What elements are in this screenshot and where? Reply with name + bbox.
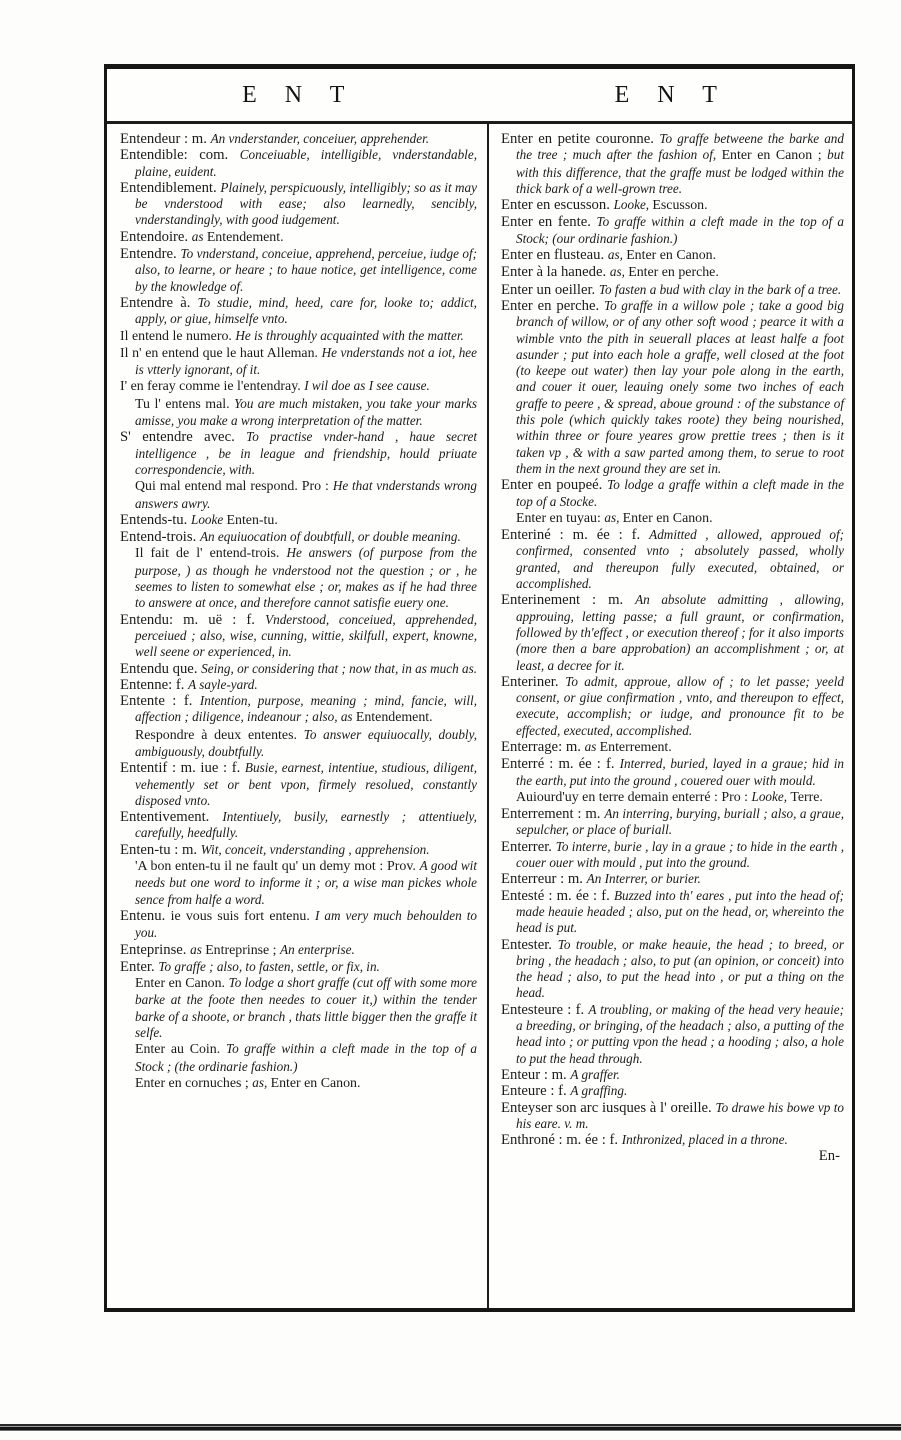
headword: Enter en petite couronne. <box>501 131 660 147</box>
definition-text: but with this difference, that the graffe must be lodged within the thick bark of a well-grown tree. <box>516 147 844 196</box>
french-text: Enter en Canon. <box>622 510 713 526</box>
french-text: Enter en cornuches ; <box>135 1075 253 1091</box>
french-text: Enten-tu. <box>226 512 278 528</box>
definition-text: A sayle-yard. <box>188 676 258 692</box>
french-text: Il entend le numero. <box>120 328 236 344</box>
dictionary-entry <box>501 1067 844 1083</box>
dictionary-entry <box>501 298 844 477</box>
headword: Enten-tu : m. <box>120 841 201 858</box>
headword: Enterreur : m. <box>501 871 587 888</box>
dictionary-entry <box>501 131 844 197</box>
left-column <box>107 124 489 1308</box>
running-head <box>107 69 852 124</box>
french-text: ie vous suis fort entenu. <box>170 908 315 924</box>
definition-text: Conceiuable, intelligible, vnderstandable, plaine, euident. <box>135 147 477 179</box>
french-text: Terre. <box>790 789 823 805</box>
definition-text: He is throughly acquainted with the matter. <box>235 327 464 343</box>
definition-text: as, <box>609 264 629 280</box>
dictionary-entry <box>120 180 477 229</box>
dictionary-entry <box>501 674 844 739</box>
dictionary-entry <box>120 1075 477 1092</box>
headword: Entesté : m. ée : f. <box>501 887 614 904</box>
definition-text: To graffe betweene the barke and the tree ; much after the fashion of, <box>516 131 844 163</box>
definition-text: To fasten a bud with clay in the bark of a tree. <box>598 281 842 297</box>
definition-text: Plainely, perspicuously, intelligibly; so as it may be vnderstood with ease; also learnedly, sencibly, vnderstandingly, with good iudgement. <box>135 179 478 228</box>
french-text: Enter en Canon. <box>626 248 717 264</box>
definition-text: To interre, burie , lay in a graue ; to hide in the earth , couer ouer with mould , put into the ground. <box>516 838 845 871</box>
dictionary-entry <box>501 264 844 281</box>
definition-text: A good wit needs but one word to informe it ; or, a wise man pickes whole sence from halfe a word. <box>135 858 477 907</box>
dictionary-entry <box>120 693 477 727</box>
dictionary-entry <box>501 789 844 806</box>
french-text: Enterrement. <box>599 739 672 755</box>
french-text: Enter en perche. <box>628 265 719 281</box>
french-text: 'A bon enten-tu il ne fault qu' un demy mot : Prov. <box>135 859 420 875</box>
french-text: Auiourd'uy en terre demain enterré : Pro : <box>516 789 752 805</box>
page-frame <box>104 64 855 1312</box>
french-text: Il n' en entend que le haut Alleman. <box>120 345 322 361</box>
definition-text: To admit, approue, allow of ; to let passe; yeeld consent, or giue confirmation , vnto, and thereupon to effect, execute, accomplish; or iudge, and pronounce fit to be effected, executed, accomplished. <box>516 673 844 738</box>
definition-text: A graffing. <box>570 1083 628 1099</box>
definition-text: A troubling, or making of the head very heauie; a breeding, or bringing, of the headach ; also, a putting of the head into ; or putting vpon the head ; a hooding ; also, a hole to put the head through. <box>516 1001 844 1066</box>
dictionary-entry <box>120 529 477 545</box>
dictionary-entry <box>120 295 477 328</box>
definition-text: You are much mistaken, you take your marks amisse, you make a wrong interpretation of the matter. <box>135 395 477 429</box>
dictionary-entry <box>120 661 477 677</box>
dictionary-entry <box>501 592 844 673</box>
definition-text: To vnderstand, conceiue, apprehend, perceiue, iudge of; also, to learne, or heare ; to haue notice, get intelligence, come by the knowledge of. <box>135 246 477 294</box>
definition-text: An enterprise. <box>280 941 355 957</box>
dictionary-entry <box>120 959 477 975</box>
dictionary-entry <box>120 809 477 842</box>
catchword: En- <box>818 1148 840 1165</box>
dictionary-entry <box>120 328 477 345</box>
headword: Entente : f. <box>120 693 200 710</box>
definition-text: An interring, burying, buriall ; also, a graue, sepulcher, or place of buriall. <box>516 806 844 838</box>
definition-text: as <box>584 738 600 754</box>
definition-text: To practise vnder-hand , haue secret intelligence , be in league and friendship, hould priuate correspondencie, with. <box>135 429 477 477</box>
definition-text: A graffer. <box>570 1066 620 1082</box>
headword: Enterrement : m. <box>501 806 605 823</box>
headword: Entends-tu. <box>120 511 191 528</box>
definition-text: as, <box>252 1074 271 1090</box>
french-text: Enter en Canon ; <box>721 148 828 164</box>
definition-text: An absolute admitting , allowing, approuing, letting passe; a full graunt, or confirmation, followed by th'effect , or execution thereof ; for it also imports (more then a bare approbation) an accomplishment ; or, at least, a decree for it. <box>516 592 844 673</box>
definition-text: Inthronized, placed in a throne. <box>621 1132 788 1148</box>
headword: Entendu: m. uë : f. <box>120 611 266 628</box>
definition-text: as, <box>607 247 627 263</box>
dictionary-entry <box>501 1083 844 1099</box>
dictionary-entry <box>120 378 477 395</box>
definition-text: He answers (of purpose from the purpose, ) as though he vnderstood not the question ; or , he seemes to listen to somewhat else ; or, makes as if he had three to answere at once, and therefore cannot satisfie euery one. <box>135 545 477 611</box>
french-text: Enter au Coin. <box>135 1042 226 1058</box>
headword: Enterrage: m. <box>501 738 585 755</box>
dictionary-entry <box>120 908 477 942</box>
definition-text: To graffe within a cleft made in the top of a Stock; (our ordinarie fashion.) <box>516 214 844 246</box>
headword: Enter. <box>120 958 159 975</box>
dictionary-entry <box>120 131 477 147</box>
definition-text: Looke, <box>613 197 653 213</box>
definition-text: Intention, purpose, meaning ; mind, fancie, will, affection ; diligence, indeanour ; also, as <box>135 693 477 725</box>
french-text: Entendement. <box>206 229 284 245</box>
definition-text: He vnderstands not a iot, hee is vtterly ignorant, of it. <box>135 344 478 378</box>
headword: Enterré : m. ée : f. <box>501 756 620 773</box>
headword: Entendre à. <box>120 294 198 311</box>
french-text: Qui mal entend mal respond. Pro : <box>135 479 333 495</box>
dictionary-entry <box>501 888 844 937</box>
headword: Enter en escusson. <box>501 197 614 214</box>
french-text: Il fait de l' entend-trois. <box>135 546 287 562</box>
definition-text: I wil doe as I see cause. <box>304 378 430 394</box>
headword: Enterinement : m. <box>501 592 636 609</box>
dictionary-entry <box>120 612 477 661</box>
text-columns <box>107 124 852 1308</box>
dictionary-entry <box>120 842 477 858</box>
definition-text: Vnderstood, conceiued, apprehended, perceiued ; also, wise, cunning, wittie, skilfull, expert, knowne, well seene or experienced, in. <box>135 611 477 660</box>
definition-text: Interred, buried, layed in a graue; hid in the earth, put into the ground , couered ouer with mould. <box>516 756 844 788</box>
dictionary-entry <box>501 871 844 887</box>
dictionary-entry <box>120 429 477 478</box>
dictionary-entry <box>120 345 477 379</box>
definition-text: Seing, or considering that ; now that, in as much as. <box>201 660 478 676</box>
dictionary-entry <box>120 246 477 295</box>
french-text: Escusson. <box>652 198 708 214</box>
dictionary-entry <box>120 975 477 1041</box>
dictionary-entry <box>120 147 477 180</box>
definition-text: An vnderstander, conceiuer, apprehender. <box>210 131 430 146</box>
running-head-right: E N T <box>614 81 728 108</box>
dictionary-entry <box>120 396 477 430</box>
french-text: Entendement. <box>355 710 433 726</box>
dictionary-entry <box>120 858 477 908</box>
definition-text: To studie, mind, heed, care for, looke to; addict, apply, or giue, himselfe vnto. <box>135 294 477 327</box>
headword: Enter un oeiller. <box>501 281 599 298</box>
dictionary-entry <box>501 527 844 592</box>
page-bottom-edge <box>0 1424 901 1433</box>
french-text: Enter en Canon. <box>135 976 229 992</box>
headword: Entend-trois. <box>120 529 200 546</box>
headword: Entendiblement. <box>120 179 221 196</box>
dictionary-entry <box>501 806 844 839</box>
dictionary-entry <box>120 478 477 512</box>
dictionary-entry <box>120 229 477 246</box>
definition-text: To drawe his bowe vp to his eare. v. m. <box>516 1099 844 1131</box>
dictionary-entry <box>501 510 844 527</box>
dictionary-entry <box>501 756 844 789</box>
dictionary-entry <box>501 477 844 510</box>
definition-text: He that vnderstands wrong answers awry. <box>135 478 477 511</box>
dictionary-entry <box>120 727 477 761</box>
dictionary-entry <box>501 282 844 298</box>
definition-text: I am very much behoulden to you. <box>135 907 477 941</box>
dictionary-entry <box>120 760 477 809</box>
definition-text: Wit, conceit, vnderstanding , apprehension. <box>200 841 430 857</box>
headword: Entendible: com. <box>120 147 240 164</box>
definition-text: Looke, <box>751 788 791 804</box>
definition-text: Admitted , allowed, approued of; confirmed, consented vnto ; absolutely passed, wholly granted, and thereupon fully executed, obtained, or accomplished. <box>516 527 844 592</box>
headword: Entester. <box>501 936 558 953</box>
dictionary-entry <box>501 214 844 247</box>
dictionary-entry <box>501 1100 844 1133</box>
right-column <box>489 124 852 1308</box>
headword: Entendeur : m. <box>120 131 211 147</box>
headword: Ententivement. <box>120 809 223 826</box>
dictionary-entry <box>501 937 844 1002</box>
dictionary-entry <box>501 1002 844 1067</box>
definition-text: To graffe within a cleft made in the top of a Stock ; (the ordinarie fashion.) <box>135 1041 477 1074</box>
dictionary-entry <box>120 512 477 529</box>
french-text: Enter en tuyau: <box>516 510 605 526</box>
dictionary-entry <box>501 739 844 756</box>
headword: Enter en flusteau. <box>501 247 608 264</box>
definition-text: as <box>191 228 207 244</box>
dictionary-entry <box>120 1041 477 1075</box>
right-column-entries <box>501 131 844 1148</box>
dictionary-entry <box>501 1132 844 1148</box>
headword: Enteriné : m. ée : f. <box>501 527 650 544</box>
headword: Enthroné : m. ée : f. <box>501 1132 622 1149</box>
headword: Entenne: f. <box>120 676 189 693</box>
french-text: I' en feray comme ie l'entendray. <box>120 379 305 395</box>
headword: Enter à la hanede. <box>501 264 610 281</box>
dictionary-entry <box>120 545 477 611</box>
headword: Entendre. <box>120 246 181 263</box>
dictionary-entry <box>501 839 844 872</box>
headword: Enteriner. <box>501 673 566 690</box>
french-text: Tu l' entens mal. <box>135 396 235 412</box>
headword: Enter en perche. <box>501 297 605 314</box>
definition-text: An equiuocation of doubtfull, or double meaning. <box>199 529 461 545</box>
french-text: Respondre à deux ententes. <box>135 727 304 743</box>
headword: Ententif : m. iue : f. <box>120 760 245 777</box>
headword: Enterrer. <box>501 838 556 855</box>
definition-text: To lodge a short graffe (cut off with some more barke at the foote then needes to couer it,) within the tender barke of a shoote, or branch , thats little bigger then the graffe it selfe. <box>135 975 477 1041</box>
headword: Entendoire. <box>120 228 192 245</box>
definition-text: Intentiuely, busily, earnestly ; attentiuely, carefully, heedfully. <box>135 809 477 841</box>
definition-text: To lodge a graffe within a cleft made in the top of a Stocke. <box>516 477 844 509</box>
definition-text: To answer equiuocally, doubly, ambiguously, doubtfully. <box>135 726 478 759</box>
definition-text: To trouble, or make heauie, the head ; to breed, or bring , the headach ; also, to put (an opinion, or conceit) into the head ; also, to put the head into , or put a thing on the head. <box>516 936 844 1001</box>
definition-text: Looke <box>190 511 227 527</box>
headword: Enteur : m. <box>501 1066 571 1083</box>
definition-text: Busie, earnest, intentiue, studious, diligent, vehemently set or bent vpon, firmely resolued, constantly disposed vnto. <box>135 760 477 808</box>
headword: Enteyser son arc iusques à l' oreille. <box>501 1099 716 1116</box>
dictionary-entry <box>501 247 844 264</box>
french-text: Entreprinse ; <box>205 942 281 958</box>
definition-text: as <box>190 941 206 957</box>
headword: S' entendre avec. <box>120 429 247 446</box>
dictionary-entry <box>501 197 844 214</box>
definition-text: Buzzed into th' eares , put into the head of; made heauie headed ; also, put on the head, or, whereinto the head is put. <box>516 887 844 936</box>
headword: Entesteure : f. <box>501 1001 589 1018</box>
dictionary-entry <box>120 677 477 693</box>
dictionary-entry <box>120 942 477 959</box>
headword: Entenu. <box>120 907 171 924</box>
headword: Enter en poupeé. <box>501 477 608 494</box>
definition-text: To graffe ; also, to fasten, settle, or fix, in. <box>158 958 380 974</box>
headword: Enteure : f. <box>501 1083 571 1100</box>
headword: Enter en fente. <box>501 214 597 231</box>
definition-text: as, <box>604 509 623 525</box>
headword: Enteprinse. <box>120 941 191 958</box>
running-head-left: E N T <box>242 81 356 108</box>
definition-text: An Interrer, or burier. <box>586 871 701 887</box>
headword: Entendu que. <box>120 660 202 677</box>
definition-text: To graffe in a willow pole ; take a good big branch of willow, or of any other soft wood ; pearce it with a wimble vnto the pith in seuerall places at least halfe a foot asunder ; put into each hole a graffe, well closed at the foot (to keepe out water) then lay your pole along in the earth, and couer it ouer, leauing onely some two inches of each graffe to peere , & spread, aboue ground : of the substance of this pole (which quickly takes roote) they being nourished, within three or foure yeares grow prettie trees ; then is it taken vp , & with a saw parted among them, to serue to root them in the next ground they are set in. <box>516 297 844 476</box>
french-text: Enter en Canon. <box>270 1075 361 1091</box>
